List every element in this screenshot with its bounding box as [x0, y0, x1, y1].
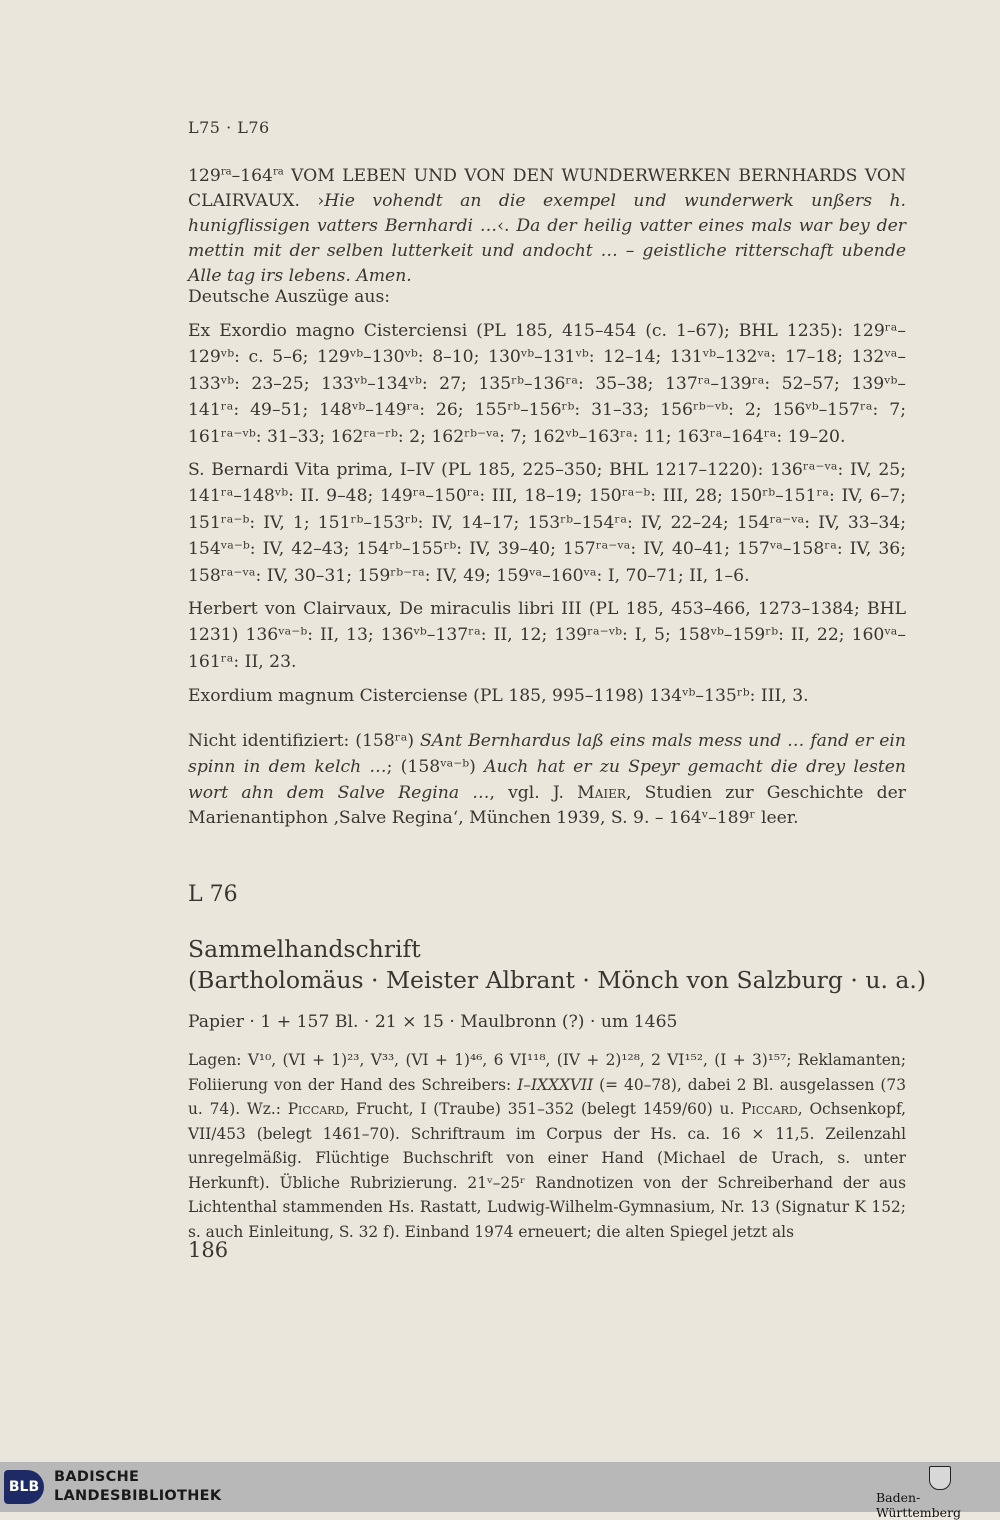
- manuscript-title: [188, 934, 928, 996]
- coat-of-arms-icon: [929, 1466, 951, 1490]
- entry-paragraph: $129^{ra}-164^{ra}$ VOM LEBEN UND VON DEN WUNDERWERKEN BERNHARDS VON CLAIRVAUX. ›Hie vohendt an die exempel und wunderwerk unßers h. hunigflissigen vatters Bernhardi …‹. Da der heilig vatter eines mals war bey der mettin mit der selben lutterkeit und andocht … – geistliche ritterschaft ubende Alle tag irs lebens. Amen.: [188, 166, 906, 286]
- title-line-2: (Bartholomäus · Meister Albrant · Mönch von Salzburg · u. a.): [188, 966, 927, 994]
- codicology-paragraph: Lagen: V¹⁰, (VI + 1)²³, V³³, (VI + 1)⁴⁶, 6 VI¹¹⁸, (IV + 2)¹²⁸, 2 VI¹⁵², (I + 3)¹⁵⁷; Reklamanten; Foliierung von der Hand des Schreibers: I–IXXXVII (= 40–78), dabei 2 Bl. ausgelassen (73 u. 74). Wz.: Piccard, Frucht, I (Traube) 351–352 (belegt 1459/60) u. Piccard, Ochsenkopf, VII/453 (belegt 1461–70). Schriftraum im Corpus der Hs. ca. 16 × 11,5. Zeilenzahl unregelmäßig. Flüchtige Buchschrift von einer Hand (Michael de Urach, s. unter Herkunft). Übliche Rubrizierung. 21ᵛ–25ʳ Randnotizen von der Schreiberhand der aus Lichtenthal stammenden Hs. Rastatt, Ludwig-Wilhelm-Gymnasium, Nr. 13 (Signatur K 152; s. auch Einleitung, S. 32 f). Einband 1974 erneuert; die alten Spiegel jetzt als: [188, 1051, 907, 1241]
- entry-text: Da der heilig vatter eines mals war bey der mettin mit der selben lutterkeit und andocht … – geistliche ritterschaft ubende Alle tag irs lebens. Amen.: [188, 216, 906, 286]
- excerpt-exordium-1: Ex Exordio magno Cisterciensi (PL 185, 415–454 (c. 1–67); BHL 1235): 129ʳᵃ–129ᵛᵇ: c. 5–6; 129ᵛᵇ–130ᵛᵇ: 8–10; 130ᵛᵇ–131ᵛᵇ: 12–14; 131ᵛᵇ–132ᵛᵃ: 17–18; 132ᵛᵃ–133ᵛᵇ: 23–25; 133ᵛᵇ–134ᵛᵇ: 27; 135ʳᵇ–136ʳᵃ: 35–38; 137ʳᵃ–139ʳᵃ: 52–57; 139ᵛᵇ–141ʳᵃ: 49–51; 148ᵛᵇ–149ʳᵃ: 26; 155ʳᵇ–156ʳᵇ: 31–33; 156ʳᵇ⁻ᵛᵇ: 2; 156ᵛᵇ–157ʳᵃ: 7; 161ʳᵃ⁻ᵛᵇ: 31–33; 162ʳᵃ⁻ʳᵇ: 2; 162ʳᵇ⁻ᵛᵃ: 7; 162ᵛᵇ–163ʳᵃ: 11; 163ʳᵃ–164ʳᵃ: 19–20.: [188, 321, 906, 447]
- entry-heading: VOM LEBEN UND VON DEN WUNDERWERKEN BERNHARDS VON CLAIRVAUX. ›: [188, 166, 906, 211]
- running-head: L75 · L76: [188, 118, 270, 137]
- blb-logo-icon: BLB: [4, 1470, 44, 1504]
- excerpt-herbert: Herbert von Clairvaux, De miraculis libri III (PL 185, 453–466, 1273–1384; BHL 1231) 136ᵛᵃ⁻ᵇ: II, 13; 136ᵛᵇ–137ʳᵃ: II, 12; 139ʳᵃ⁻ᵛᵇ: I, 5; 158ᵛᵇ–159ʳᵇ: II, 22; 160ᵛᵃ–161ʳᵃ: II, 23.: [188, 599, 906, 672]
- state-name: Baden-Württemberg: [876, 1490, 962, 1520]
- excerpt-vita: S. Bernardi Vita prima, I–IV (PL 185, 225–350; BHL 1217–1220): 136ʳᵃ⁻ᵛᵃ: IV, 25; 141ʳᵃ–148ᵛᵇ: II. 9–48; 149ʳᵃ–150ʳᵃ: III, 18–19; 150ʳᵃ⁻ᵇ: III, 28; 150ʳᵇ–151ʳᵃ: IV, 6–7; 151ʳᵃ⁻ᵇ: IV, 1; 151ʳᵇ–153ʳᵇ: IV, 14–17; 153ʳᵇ–154ʳᵃ: IV, 22–24; 154ʳᵃ⁻ᵛᵃ: IV, 33–34; 154ᵛᵃ⁻ᵇ: IV, 42–43; 154ʳᵇ–155ʳᵇ: IV, 39–40; 157ʳᵃ⁻ᵛᵃ: IV, 40–41; 157ᵛᵃ–158ʳᵃ: IV, 36; 158ʳᵃ⁻ᵛᵃ: IV, 30–31; 159ʳᵇ⁻ʳᵃ: IV, 49; 159ᵛᵃ–160ᵛᵃ: I, 70–71; II, 1–6.: [188, 460, 906, 586]
- folio-range: $129^{ra}-164^{ra}$: [188, 166, 284, 186]
- entry-incipit: Hie vohendt an die exempel und wunderwerk unßers h. hunigflissigen vatters Bernhardi …: [188, 191, 906, 236]
- excerpt-exordium-2: Exordium magnum Cisterciense (PL 185, 995–1198) 134ᵛᵇ–135ʳᵇ: III, 3.: [188, 686, 809, 706]
- section-label: L 76: [188, 882, 238, 907]
- library-name: BADISCHE LANDESBIBLIOTHEK: [54, 1469, 222, 1504]
- title-line-1: Sammelhandschrift: [188, 935, 421, 963]
- manuscript-meta: Papier · 1 + 157 Bl. · 21 × 15 · Maulbronn (?) · um 1465: [188, 1012, 678, 1032]
- page-number: 186: [188, 1238, 229, 1262]
- excerpts-heading: Deutsche Auszüge aus:: [188, 287, 391, 307]
- unidentified-paragraph: Nicht identifiziert: (158ʳᵃ) SAnt Bernhardus laß eins mals mess und … fand er ein spinn in dem kelch …; (158ᵛᵃ⁻ᵇ) Auch hat er zu Speyr gemacht die drey lesten wort ahn dem Salve Regina …, vgl. J. Maier, Studien zur Geschichte der Marienantiphon ‚Salve Regina‘, München 1939, S. 9. – 164ᵛ–189ʳ leer.: [188, 731, 907, 829]
- library-footer: [0, 1462, 1000, 1520]
